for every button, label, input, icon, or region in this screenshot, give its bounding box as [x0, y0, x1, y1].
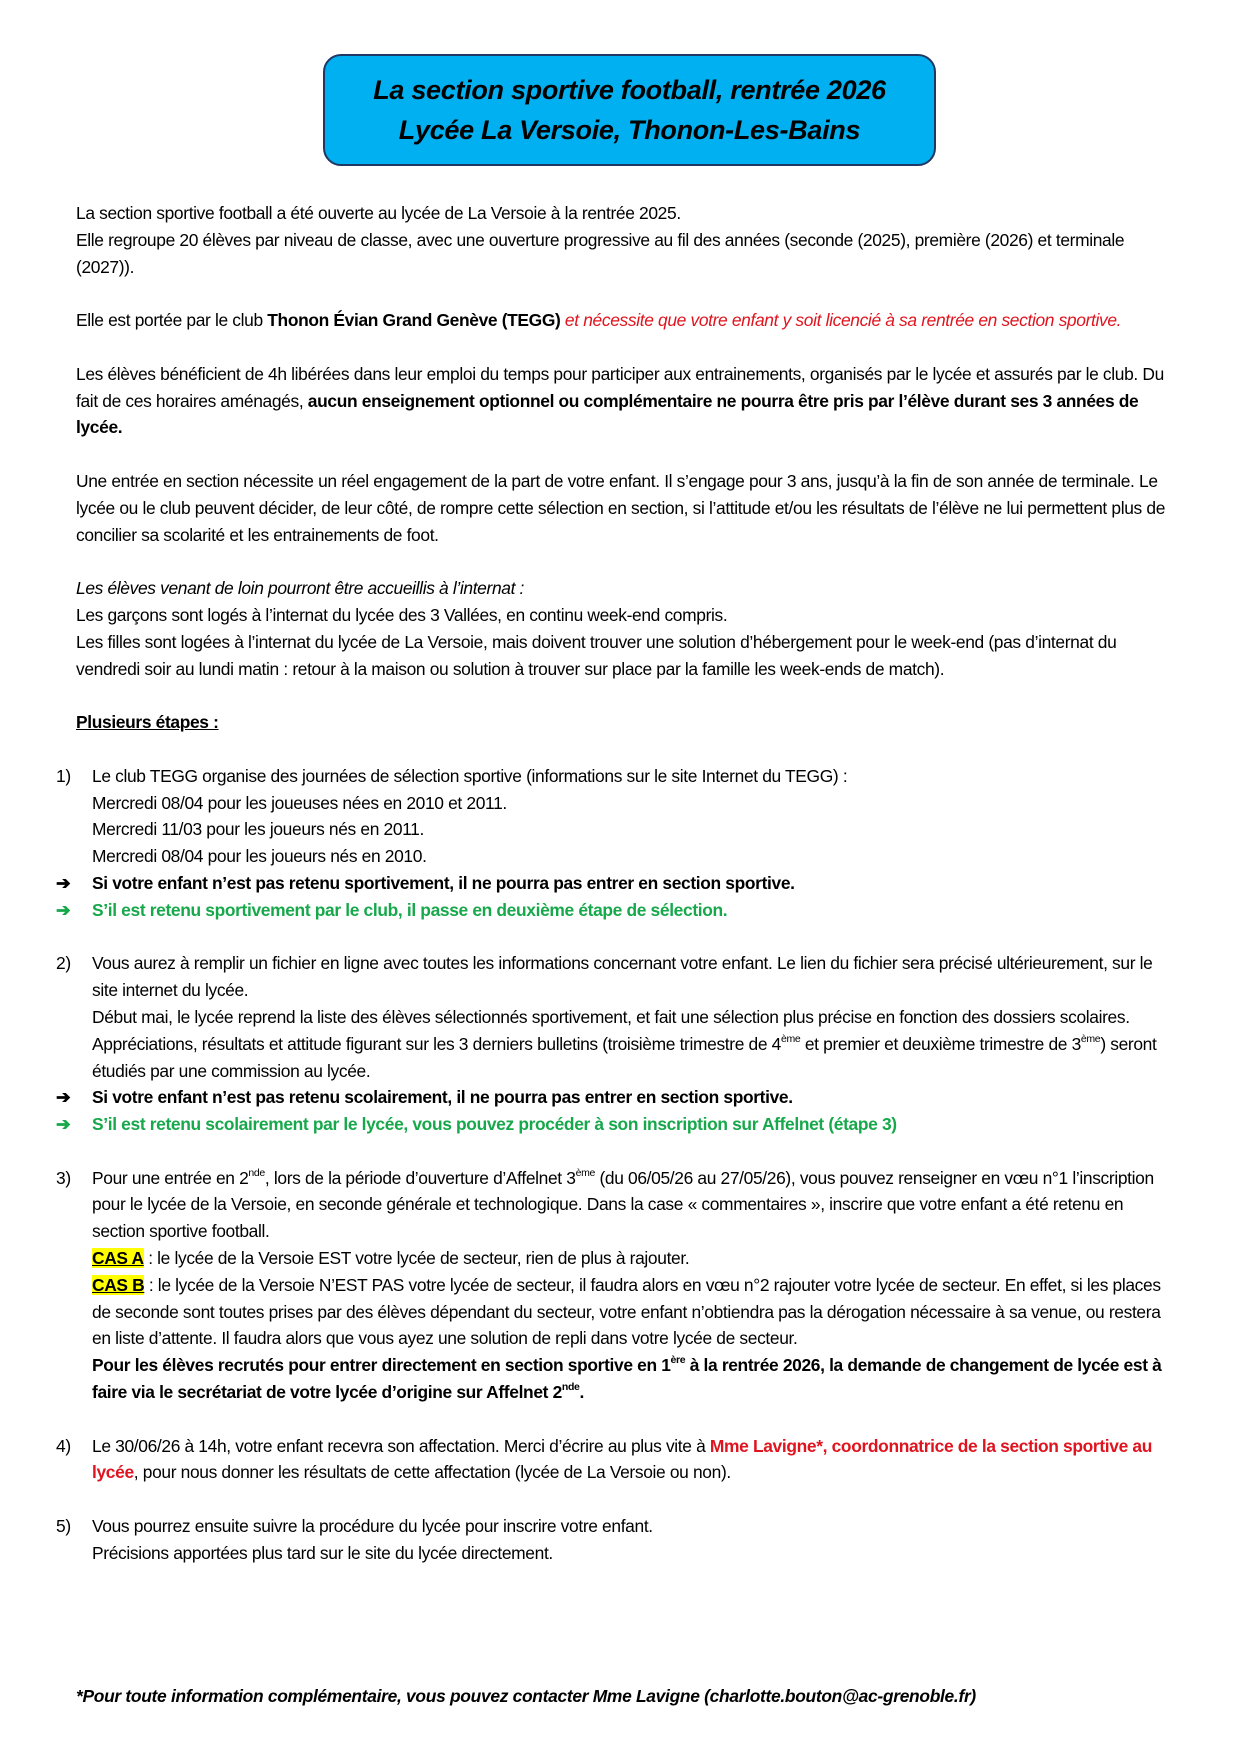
acceptance-note: S’il est retenu scolairement par le lycée, vous pouvez procéder à son inscription sur Affelnet (étape 3)	[92, 1114, 897, 1135]
arrow-right-icon: ➔	[56, 1114, 71, 1135]
direct-first-year-note: Pour les élèves recrutés pour entrer directement en section sportive en 1ère à la rentrée 2026, la demande de changement de lycée est à faire via le secrétariat de votre lycée d’origine sur Affelnet 2nde.	[92, 1354, 1162, 1403]
step-5: 5) Vous pourrez ensuite suivre la procédure du lycée pour inscrire votre enfant. Précisions apportées plus tard sur le site du lycée directement.	[60, 1513, 1176, 1567]
title-line-1: La section sportive football, rentrée 2026	[373, 75, 886, 105]
acceptance-note: S’il est retenu sportivement par le club, il passe en deuxième étape de sélection.	[92, 899, 728, 920]
intro-line-2: Elle regroupe 20 élèves par niveau de classe, avec une ouverture progressive au fil des années (seconde (2025), première (2026) et terminale (2027)).	[76, 229, 1125, 277]
document-body	[56, 200, 1176, 1567]
footer-contact-note: *Pour toute information complémentaire, vous pouvez contacter Mme Lavigne (charlotte.bouton@ac-grenoble.fr)	[76, 1686, 976, 1706]
intro-line-1: La section sportive football a été ouverte au lycée de La Versoie à la rentrée 2025.	[76, 203, 681, 223]
step-1: 1) Le club TEGG organise des journées de sélection sportive (informations sur le site Internet du TEGG) : Mercredi 08/04 pour les joueuses nées en 2010 et 2011. Mercredi 11/03 pour les joueurs nés en 2011. Mercredi 08/04 pour les joueurs nés en 2010. ➔ Si votre enfant n’est pas retenu sportivement, il ne pourra pas entrer en section sportive. ➔ S’il est retenu sportivement par le club, il passe en deuxième étape de sélection.	[60, 763, 1176, 924]
title-line-2: Lycée La Versoie, Thonon-Les-Bains	[398, 115, 861, 145]
step-number: 5)	[56, 1516, 71, 1537]
step-number: 4)	[56, 1435, 71, 1456]
step-4: 4) Le 30/06/26 à 14h, votre enfant recevra son affectation. Merci d’écrire au plus vite à Mme Lavigne*, coordonnatrice de la section sportive au lycée, pour nous donner les résultats de cette affectation (lycée de La Versoie ou non).	[60, 1433, 1176, 1487]
step-number: 2)	[56, 953, 71, 974]
title-banner	[323, 54, 936, 166]
step-number: 1)	[56, 765, 71, 786]
case-b: CAS B : le lycée de la Versoie N’EST PAS votre lycée de secteur, il faudra alors en vœu n°2 rajouter votre lycée de secteur. En effet, si les places de seconde sont toutes prises par des élèves dépendant du secteur, votre enfant n’obtiendra pas la dérogation nécessaire à sa venue, ou restera en liste d’attente. Il faudra alors que vous ayez une solution de repli dans votre lycée de secteur.	[92, 1274, 1161, 1349]
commitment-paragraph: Une entrée en section nécessite un réel engagement de la part de votre enfant. Il s’engage pour 3 ans, jusqu’à la fin de son année de terminale. Le lycée ou le club peuvent décider, de leur côté, de rompre cette sélection en section, si l’attitude et/ou les résultats de l’élève ne lui permettent plus de concilier sa scolarité et les entrainements de foot.	[76, 470, 1166, 545]
rejection-note: Si votre enfant n’est pas retenu scolairement, il ne pourra pas entrer en section sportive.	[92, 1087, 793, 1108]
license-requirement: et nécessite que votre enfant y soit licencié à sa rentrée en section sportive.	[560, 310, 1122, 331]
boarding-boys: Les garçons sont logés à l’internat du lycée des 3 Vallées, en continu week-end compris.	[76, 604, 728, 625]
coordinator-contact: Mme Lavigne*, coordonnatrice de la section sportive au lycée	[92, 1435, 1152, 1483]
no-option-warning: aucun enseignement optionnel ou complémentaire ne pourra être pris par l’élève durant ses 3 années de lycée.	[76, 390, 1139, 438]
steps-heading: Plusieurs étapes :	[76, 712, 219, 733]
case-b-label: CAS B	[92, 1274, 145, 1295]
selection-date: Mercredi 08/04 pour les joueuses nées en 2010 et 2011.	[92, 792, 507, 813]
case-a-label: CAS A	[92, 1248, 144, 1269]
club-paragraph: Elle est portée par le club Thonon Évian Grand Genève (TEGG) et nécessite que votre enfant y soit licencié à sa rentrée en section sportive.	[76, 310, 1122, 331]
boarding-girls: Les filles sont logées à l’internat du lycée de La Versoie, mais doivent trouver une solution d’hébergement pour le week-end (pas d’internat du vendredi soir au lundi matin : retour à la maison ou solution à trouver sur place par la famille les week-ends de match).	[76, 631, 1117, 679]
arrow-right-icon: ➔	[56, 872, 71, 893]
rejection-note: Si votre enfant n’est pas retenu sportivement, il ne pourra pas entrer en section sportive.	[92, 872, 795, 893]
arrow-right-icon: ➔	[56, 1087, 71, 1108]
case-a: CAS A : le lycée de la Versoie EST votre lycée de secteur, rien de plus à rajouter.	[92, 1248, 690, 1269]
arrow-right-icon: ➔	[56, 899, 71, 920]
club-name: Thonon Évian Grand Genève (TEGG)	[267, 310, 561, 331]
boarding-heading: Les élèves venant de loin pourront être accueillis à l’internat :	[76, 578, 525, 599]
selection-date: Mercredi 11/03 pour les joueurs nés en 2011.	[92, 819, 424, 840]
step-3: 3) Pour une entrée en 2nde, lors de la période d’ouverture d’Affelnet 3ème (du 06/05/26 au 27/05/26), vous pouvez renseigner en vœu n°1 l’inscription pour le lycée de la Versoie, en seconde générale et technologique. Dans la case « commentaires », inscrire que votre enfant a été retenu en section sportive football. CAS A : le lycée de la Versoie EST votre lycée de secteur, rien de plus à rajouter. CAS B : le lycée de la Versoie N’EST PAS votre lycée de secteur, il faudra alors en vœu n°2 rajouter votre lycée de secteur. En effet, si les places de seconde sont toutes prises par des élèves dépendant du secteur, votre enfant n’obtiendra pas la dérogation nécessaire à sa venue, ou restera en liste d’attente. Il faudra alors que vous ayez une solution de repli dans votre lycée de secteur. Pour les élèves recrutés pour entrer directement en section sportive en 1ère à la rentrée 2026, la demande de changement de lycée est à faire via le secrétariat de votre lycée d’origine sur Affelnet 2nde.	[60, 1165, 1176, 1406]
step-number: 3)	[56, 1167, 71, 1188]
step-2: 2) Vous aurez à remplir un fichier en ligne avec toutes les informations concernant votre enfant. Le lien du fichier sera précisé ultérieurement, sur le site internet du lycée. Début mai, le lycée reprend la liste des élèves sélectionnés sportivement, et fait une sélection plus précise en fonction des dossiers scolaires. Appréciations, résultats et attitude figurant sur les 3 derniers bulletins (troisième trimestre de 4ème et premier et deuxième trimestre de 3ème) seront étudiés par une commission au lycée. ➔ Si votre enfant n’est pas retenu scolairement, il ne pourra pas entrer en section sportive. ➔ S’il est retenu scolairement par le lycée, vous pouvez procéder à son inscription sur Affelnet (étape 3)	[60, 950, 1176, 1138]
schedule-paragraph: Les élèves bénéficient de 4h libérées dans leur emploi du temps pour participer aux entrainements, organisés par le lycée et assurés par le club. Du fait de ces horaires aménagés, aucun enseignement optionnel ou complémentaire ne pourra être pris par l’élève durant ses 3 années de lycée.	[76, 363, 1164, 438]
selection-date: Mercredi 08/04 pour les joueurs nés en 2010.	[92, 846, 427, 867]
